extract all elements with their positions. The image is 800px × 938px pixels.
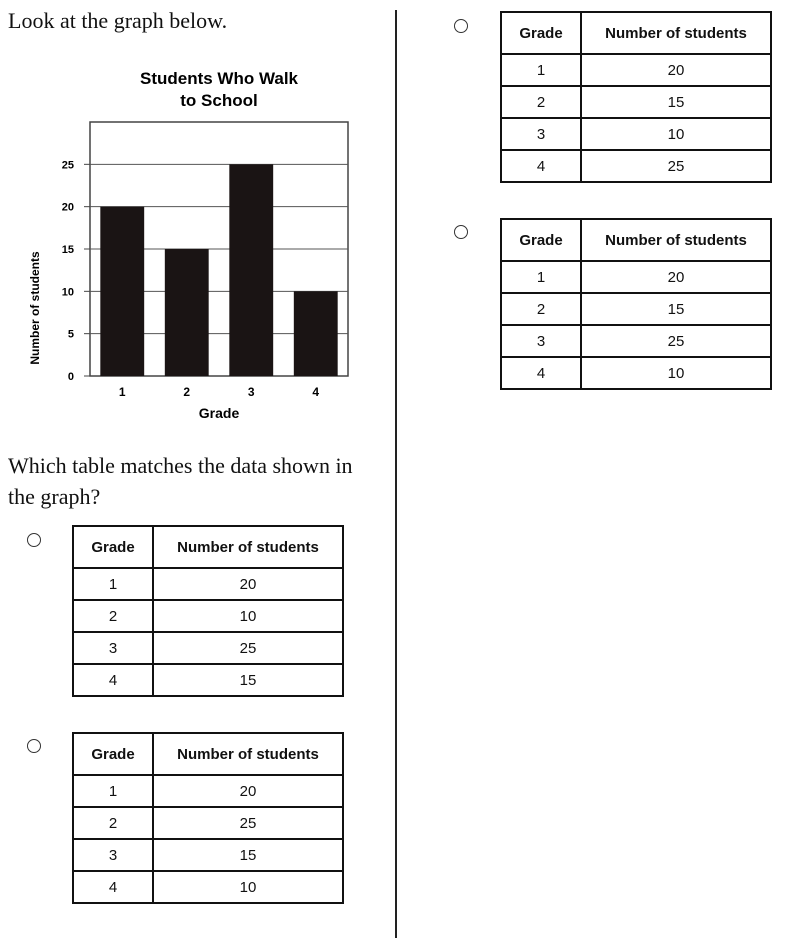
grade-cell: 1 [73,568,153,600]
option-a-radio[interactable] [27,533,41,547]
students-cell: 25 [581,150,771,182]
table-row [501,150,771,182]
grade-cell: 4 [73,664,153,696]
column-divider [395,10,397,938]
option-b-table [72,732,344,904]
table-row [73,568,343,600]
x-tick-label: 3 [247,385,255,399]
table-row [501,293,771,325]
grade-cell: 2 [501,293,581,325]
y-axis-label: Number of students [28,251,42,365]
x-axis-label: Grade [198,405,240,421]
table-row [501,118,771,150]
question-text: Which table matches the data shown in the graph? [8,453,353,509]
students-cell: 25 [153,632,343,664]
header-students: Number of students [153,733,343,775]
table-row [73,839,343,871]
table-row [501,357,771,389]
students-cell: 10 [581,357,771,389]
option-c-table [500,11,772,183]
bar [294,291,338,376]
table-row [73,775,343,807]
option-b-radio[interactable] [27,739,41,753]
grade-cell: 2 [73,600,153,632]
option-d-table [500,218,772,390]
table-row [501,261,771,293]
header-grade: Grade [73,733,153,775]
chart-title-line1: Students Who Walk [139,69,299,88]
bar [229,164,273,376]
header-students: Number of students [153,526,343,568]
header-grade: Grade [501,219,581,261]
grade-cell: 3 [73,632,153,664]
x-tick-label: 4 [312,385,320,399]
table-row [73,632,343,664]
students-cell: 20 [581,54,771,86]
header-grade: Grade [501,12,581,54]
table-row [73,600,343,632]
y-tick-label: 5 [67,328,74,341]
table-row [73,871,343,903]
option-a-table [72,525,344,697]
chart-svg [0,60,380,430]
students-cell: 25 [581,325,771,357]
grade-cell: 3 [73,839,153,871]
table-row [501,86,771,118]
students-cell: 15 [153,664,343,696]
students-cell: 10 [153,871,343,903]
bar [165,249,209,376]
header-students: Number of students [581,12,771,54]
students-cell: 20 [153,775,343,807]
chart-title-line2: to School [180,91,258,110]
grade-cell: 1 [501,54,581,86]
grade-cell: 3 [501,118,581,150]
students-cell: 20 [153,568,343,600]
x-tick-label: 1 [118,385,126,399]
bar-chart [0,60,380,430]
bar [100,207,144,376]
header-students: Number of students [581,219,771,261]
x-tick-label: 2 [183,385,191,399]
table-row [73,807,343,839]
y-tick-label: 15 [61,244,74,256]
grade-cell: 1 [501,261,581,293]
grade-cell: 4 [501,150,581,182]
grade-cell: 4 [73,871,153,903]
grade-cell: 2 [501,86,581,118]
students-cell: 15 [581,293,771,325]
students-cell: 25 [153,807,343,839]
header-grade: Grade [73,526,153,568]
option-c-radio[interactable] [454,19,468,33]
option-d-radio[interactable] [454,225,468,239]
table-row [73,664,343,696]
y-tick-label: 10 [61,286,74,299]
students-cell: 20 [581,261,771,293]
grade-cell: 2 [73,807,153,839]
grade-cell: 4 [501,357,581,389]
students-cell: 10 [153,600,343,632]
y-tick-label: 25 [61,159,74,172]
grade-cell: 1 [73,775,153,807]
students-cell: 10 [581,118,771,150]
table-row [501,54,771,86]
students-cell: 15 [153,839,343,871]
y-tick-label: 20 [61,201,74,214]
table-row [501,325,771,357]
students-cell: 15 [581,86,771,118]
y-tick-label: 0 [67,371,74,383]
intro-text: Look at the graph below. [8,8,228,33]
grade-cell: 3 [501,325,581,357]
